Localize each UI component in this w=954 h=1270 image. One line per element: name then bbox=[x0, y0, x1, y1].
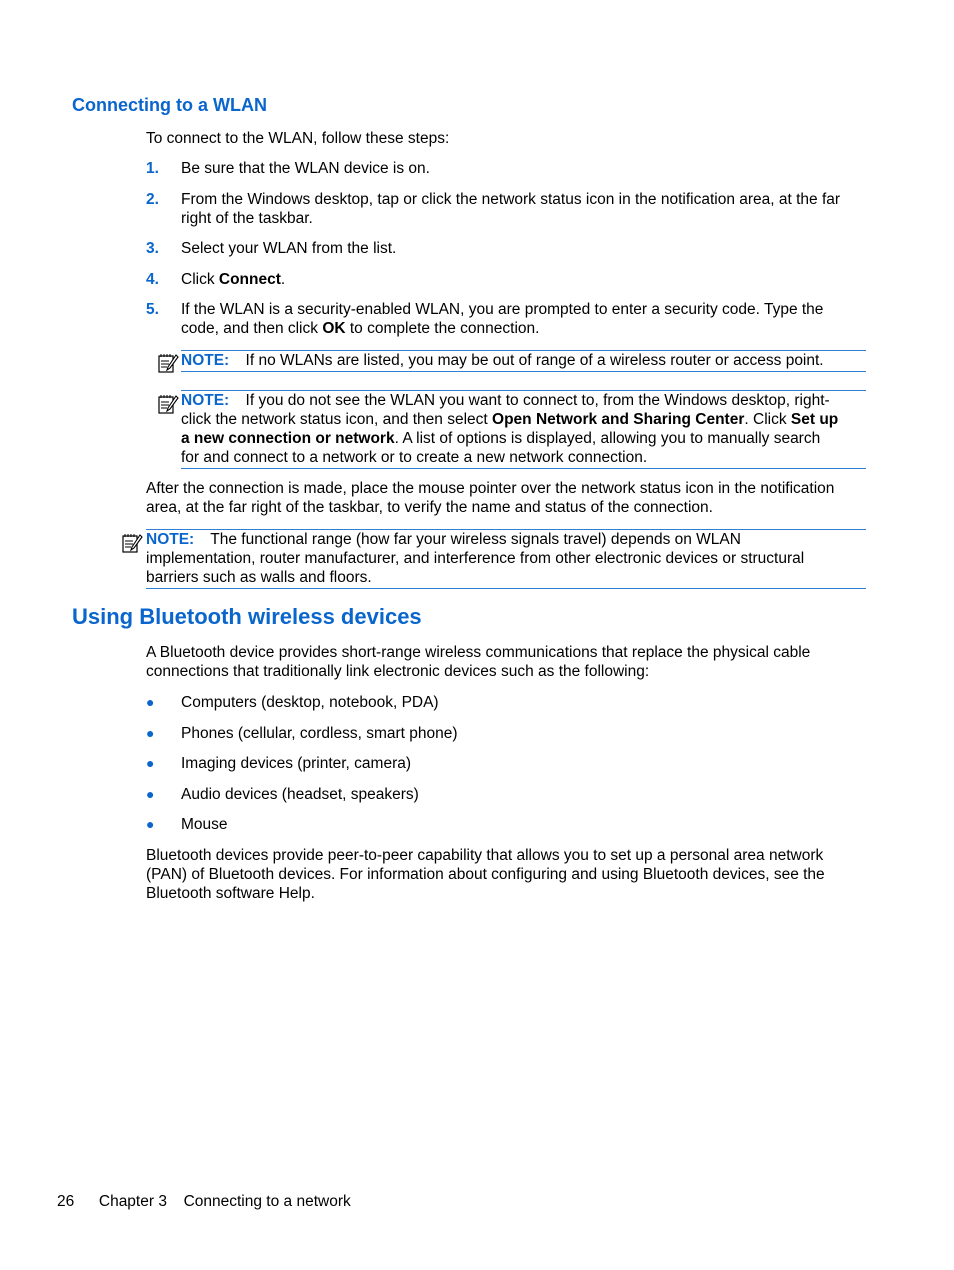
note-label: NOTE: bbox=[181, 352, 230, 369]
step-number: 3. bbox=[146, 240, 159, 257]
wlan-intro: To connect to the WLAN, follow these steps: bbox=[146, 130, 450, 147]
step-text-line: right of the taskbar. bbox=[181, 210, 313, 227]
step-text bbox=[181, 190, 871, 228]
bullet-icon: ● bbox=[146, 694, 155, 710]
bullet-icon: ● bbox=[146, 786, 155, 802]
step-text-line bbox=[181, 319, 871, 338]
step-number: 1. bbox=[146, 160, 159, 177]
step-text bbox=[181, 300, 871, 338]
step-number: 5. bbox=[146, 301, 159, 318]
ui-term: Connect bbox=[218, 271, 281, 288]
section-heading-wlan: Connecting to a WLAN bbox=[72, 95, 267, 115]
note-label: NOTE: bbox=[181, 392, 230, 409]
section-heading-bluetooth: Using Bluetooth wireless devices bbox=[72, 604, 422, 629]
list-item: Imaging devices (printer, camera) bbox=[181, 755, 412, 772]
bullet-icon: ● bbox=[146, 755, 155, 771]
list-item: Mouse bbox=[181, 816, 228, 833]
ui-term: OK bbox=[322, 320, 346, 337]
step-text-part: Click bbox=[181, 271, 219, 288]
paragraph-line: Bluetooth software Help. bbox=[146, 885, 315, 902]
step-text: Select your WLAN from the list. bbox=[181, 240, 397, 257]
step-text-line: If the WLAN is a security-enabled WLAN, you are prompted to enter a security code. Type the bbox=[181, 301, 824, 318]
list-item: Computers (desktop, notebook, PDA) bbox=[181, 694, 439, 711]
note-box bbox=[146, 529, 866, 589]
paragraph-line: After the connection is made, place the mouse pointer over the network status icon in the notification bbox=[146, 480, 835, 497]
ui-term: Open Network and Sharing Center bbox=[492, 411, 745, 428]
note-text: . A list of options is displayed, allowing you to manually search bbox=[394, 430, 821, 447]
paragraph-line: connections that traditionally link electronic devices such as the following: bbox=[146, 663, 650, 680]
step-number: 2. bbox=[146, 191, 159, 208]
paragraph-line: (PAN) of Bluetooth devices. For information about configuring and using Bluetooth devices, see the bbox=[146, 866, 825, 883]
bullet-icon: ● bbox=[146, 816, 155, 832]
note-pad-icon bbox=[157, 393, 179, 420]
step-text bbox=[181, 270, 285, 289]
paragraph-line: Bluetooth devices provide peer-to-peer capability that allows you to set up a personal area network bbox=[146, 847, 824, 864]
note-text: The functional range (how far your wireless signals travel) depends on WLAN bbox=[210, 531, 741, 548]
ui-term: Set up bbox=[790, 411, 839, 428]
paragraph-line: A Bluetooth device provides short-range wireless communications that replace the physical cable bbox=[146, 644, 811, 661]
ui-term: a new connection or network bbox=[181, 430, 395, 447]
chapter-title: Connecting to a network bbox=[183, 1193, 351, 1210]
page-footer bbox=[57, 1192, 351, 1211]
list-item: Phones (cellular, cordless, smart phone) bbox=[181, 725, 458, 742]
after-connection-paragraph bbox=[146, 479, 866, 517]
step-text-line: From the Windows desktop, tap or click the network status icon in the notification area, at the far bbox=[181, 191, 841, 208]
paragraph-line: area, at the far right of the taskbar, to verify the name and status of the connection. bbox=[146, 499, 713, 516]
note-text: . Click bbox=[744, 411, 791, 428]
note-text: implementation, router manufacturer, and interference from other electronic devices or structural bbox=[146, 550, 805, 567]
step-text-part: to complete the connection. bbox=[345, 320, 540, 337]
list-item: Audio devices (headset, speakers) bbox=[181, 786, 419, 803]
step-number: 4. bbox=[146, 271, 159, 288]
step-text: Be sure that the WLAN device is on. bbox=[181, 160, 430, 177]
chapter-label: Chapter 3 bbox=[98, 1193, 167, 1210]
note-text: for and connect to a network or to create a new network connection. bbox=[181, 449, 648, 466]
note-pad-icon bbox=[121, 532, 143, 559]
step-text-part: code, and then click bbox=[181, 320, 323, 337]
note-text: If you do not see the WLAN you want to connect to, from the Windows desktop, right- bbox=[245, 392, 830, 409]
note-box bbox=[181, 350, 866, 372]
bluetooth-intro bbox=[146, 643, 866, 681]
page-number: 26 bbox=[57, 1193, 75, 1210]
note-pad-icon bbox=[157, 352, 179, 379]
step-text-part: . bbox=[280, 271, 286, 288]
bluetooth-outro bbox=[146, 846, 866, 903]
note-text: If no WLANs are listed, you may be out of range of a wireless router or access point. bbox=[245, 352, 824, 369]
note-label: NOTE: bbox=[146, 531, 195, 548]
bullet-icon: ● bbox=[146, 725, 155, 741]
note-text: click the network status icon, and then select bbox=[181, 411, 493, 428]
note-text: barriers such as walls and floors. bbox=[146, 569, 372, 586]
note-box bbox=[181, 390, 866, 469]
